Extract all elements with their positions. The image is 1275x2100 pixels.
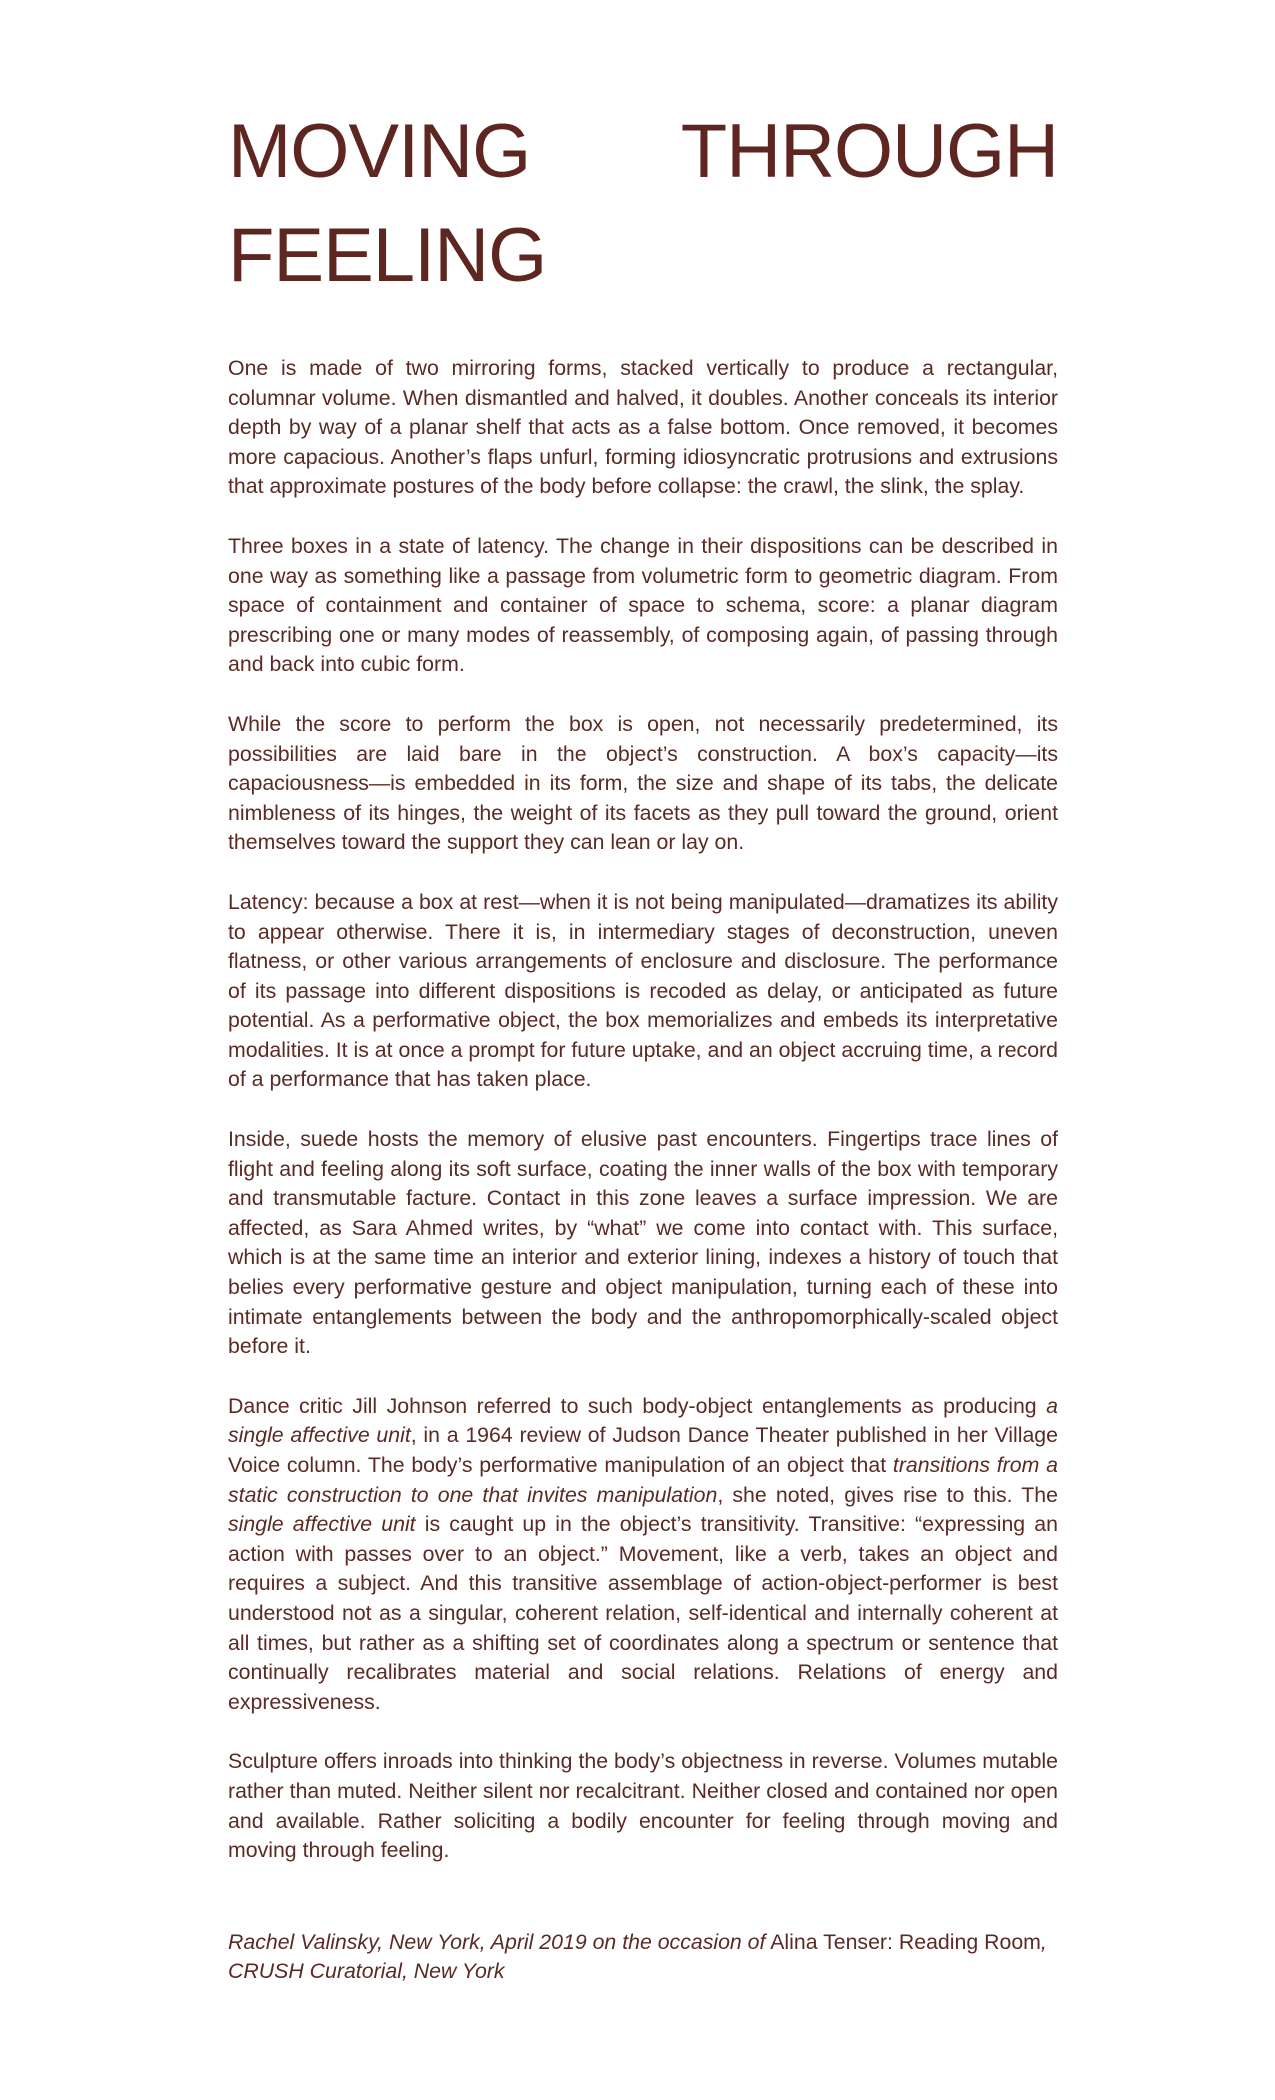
credit-italic-1: Rachel Valinsky, New York, April 2019 on the occasion of xyxy=(228,1929,766,1954)
title-word-through: THROUGH xyxy=(680,109,1058,194)
title-word-feeling: FEELING xyxy=(228,213,547,298)
paragraph-5: Inside, suede hosts the memory of elusive past encounters. Fingertips trace lines of flight and feeling along its soft surface, coating the inner walls of the box with temporary and transmutable facture. Contact in this zone leaves a surface impression. We are affected, as Sara Ahmed writes, by “what” we come into contact with. This surface, which is at the same time an interior and exterior lining, indexes a history of touch that belies every performative gesture and object manipulation, turning each of these into intimate entanglements between the body and the anthropomorphically-scaled object before it. xyxy=(228,1127,1058,1359)
paragraph-2: Three boxes in a state of latency. The change in their dispositions can be described in one way as something like a passage from volumetric form to geometric diagram. From space of containment and container of space to schema, score: a planar diagram prescribing one or many modes of reassembly, of composing again, of passing through and back into cubic form. xyxy=(228,533,1058,677)
credit-exhibition-title: Alina Tenser: Reading Room xyxy=(765,1929,1041,1954)
author-credit xyxy=(228,1928,1058,1987)
p6-italic-3: single affective unit xyxy=(228,1512,416,1537)
p6-text-2: , in a 1964 review of Judson Dance Theater published in her Village Voice column. The body’s performative manipulation of an object that xyxy=(228,1423,1058,1477)
paragraph-4: Latency: because a box at rest—when it is not being manipulated—dramatizes its ability to appear otherwise. There it is, in intermediary stages of deconstruction, uneven flatness, or other various arrangements of enclosure and disclosure. The performance of its passage into different dispositions is recoded as delay, or anticipated as future potential. As a performative object, the box memorializes and embeds its interpretative modalities. It is at once a prompt for future uptake, and an object accruing time, a record of a performance that has taken place. xyxy=(228,889,1058,1092)
title-line-1 xyxy=(228,100,1058,204)
credit-italic-2: , CRUSH Curatorial, New York xyxy=(228,1929,1047,1984)
p6-italic-1: a single affective unit xyxy=(228,1393,1058,1448)
paragraph-6 xyxy=(228,1392,1058,1718)
paragraph-3: While the score to perform the box is open, not necessarily predetermined, its possibilities are laid bare in the object’s construction. A box’s capacity—its capaciousness—is embedded in its form, the size and shape of its tabs, the delicate nimbleness of its hinges, the weight of its facets as they pull toward the ground, orient themselves toward the support they can lean or lay on. xyxy=(228,711,1058,855)
p6-text-4: is caught up in the object’s transitivity. Transitive: “expressing an action with passes over to an object.” Movement, like a verb, takes an object and requires a subject. And this transitive assemblage of action-object-performer is best understood not as a singular, coherent relation, self-identical and internally coherent at all times, but rather as a shifting set of coordinates along a spectrum or sentence that continually recalibrates material and social relations. Relations of energy and expressiveness. xyxy=(228,1512,1058,1714)
page-title xyxy=(228,100,1058,308)
p6-text-1: Dance critic Jill Johnson referred to such body-object entanglements as producing xyxy=(228,1393,1047,1418)
p6-italic-2: transitions from a static construction to one that invites manipulation xyxy=(228,1453,1058,1507)
title-line-2 xyxy=(228,204,1058,308)
essay-body xyxy=(228,354,1058,1866)
title-word-moving: MOVING xyxy=(228,109,531,194)
document-page xyxy=(228,100,1058,1987)
paragraph-7: Sculpture offers inroads into thinking the body’s objectness in reverse. Volumes mutable rather than muted. Neither silent nor recalcitrant. Neither closed and contained nor open and available. Rather soliciting a bodily encounter for feeling through moving and moving through feeling. xyxy=(228,1749,1058,1863)
paragraph-1: One is made of two mirroring forms, stacked vertically to produce a rectangular, columnar volume. When dismantled and halved, it doubles. Another conceals its interior depth by way of a planar shelf that acts as a false bottom. Once removed, it becomes more capacious. Another’s flaps unfurl, forming idiosyncratic protrusions and extrusions that approximate postures of the body before collapse: the crawl, the slink, the splay. xyxy=(228,356,1058,499)
p6-text-3: , she noted, gives rise to this. The xyxy=(717,1482,1058,1507)
